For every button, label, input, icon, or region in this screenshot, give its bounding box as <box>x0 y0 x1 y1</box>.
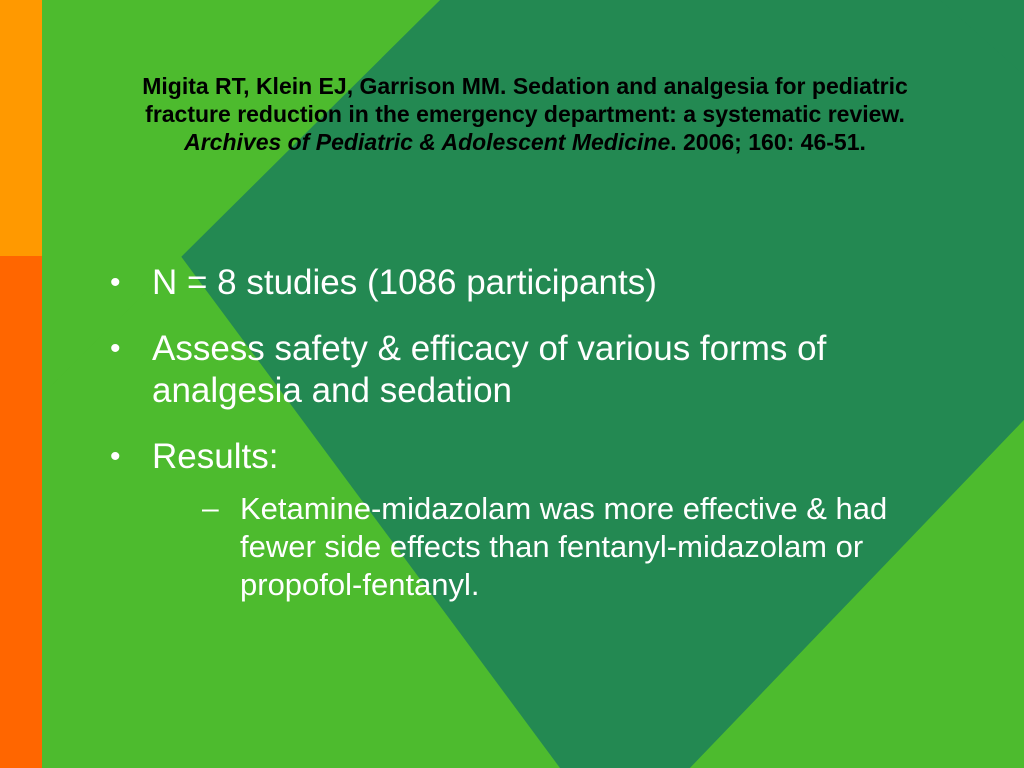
subbullet-list <box>152 490 970 604</box>
subbullet-item <box>194 490 970 604</box>
subbullet-marker: – <box>202 492 219 525</box>
bullet-item <box>110 262 970 304</box>
citation-details: . 2006; 160: 46-51. <box>670 129 866 155</box>
bullet-text: N = 8 studies (1086 participants) <box>152 263 657 302</box>
bullet-item <box>110 328 970 412</box>
subbullet-text: Ketamine-midazolam was more effective & had fewer side effects than fentanyl-midazolam or propofol-fentanyl. <box>240 491 888 602</box>
bullet-item <box>110 436 970 604</box>
bullet-text: Results: <box>152 437 279 476</box>
bullet-text: Assess safety & efficacy of various forms of analgesia and sedation <box>152 329 827 410</box>
bullet-marker: • <box>110 332 121 365</box>
citation-authors-title: Migita RT, Klein EJ, Garrison MM. Sedation and analgesia for pediatric fracture reduction in the emergency department: a systematic review. <box>142 73 908 127</box>
bullet-marker: • <box>110 440 121 473</box>
accent-bar-top <box>0 0 42 256</box>
bullet-list <box>110 262 970 628</box>
bullet-marker: • <box>110 266 121 299</box>
accent-bar-bottom <box>0 256 42 768</box>
citation-journal: Archives of Pediatric & Adolescent Medicine <box>184 129 671 155</box>
citation <box>110 72 940 156</box>
